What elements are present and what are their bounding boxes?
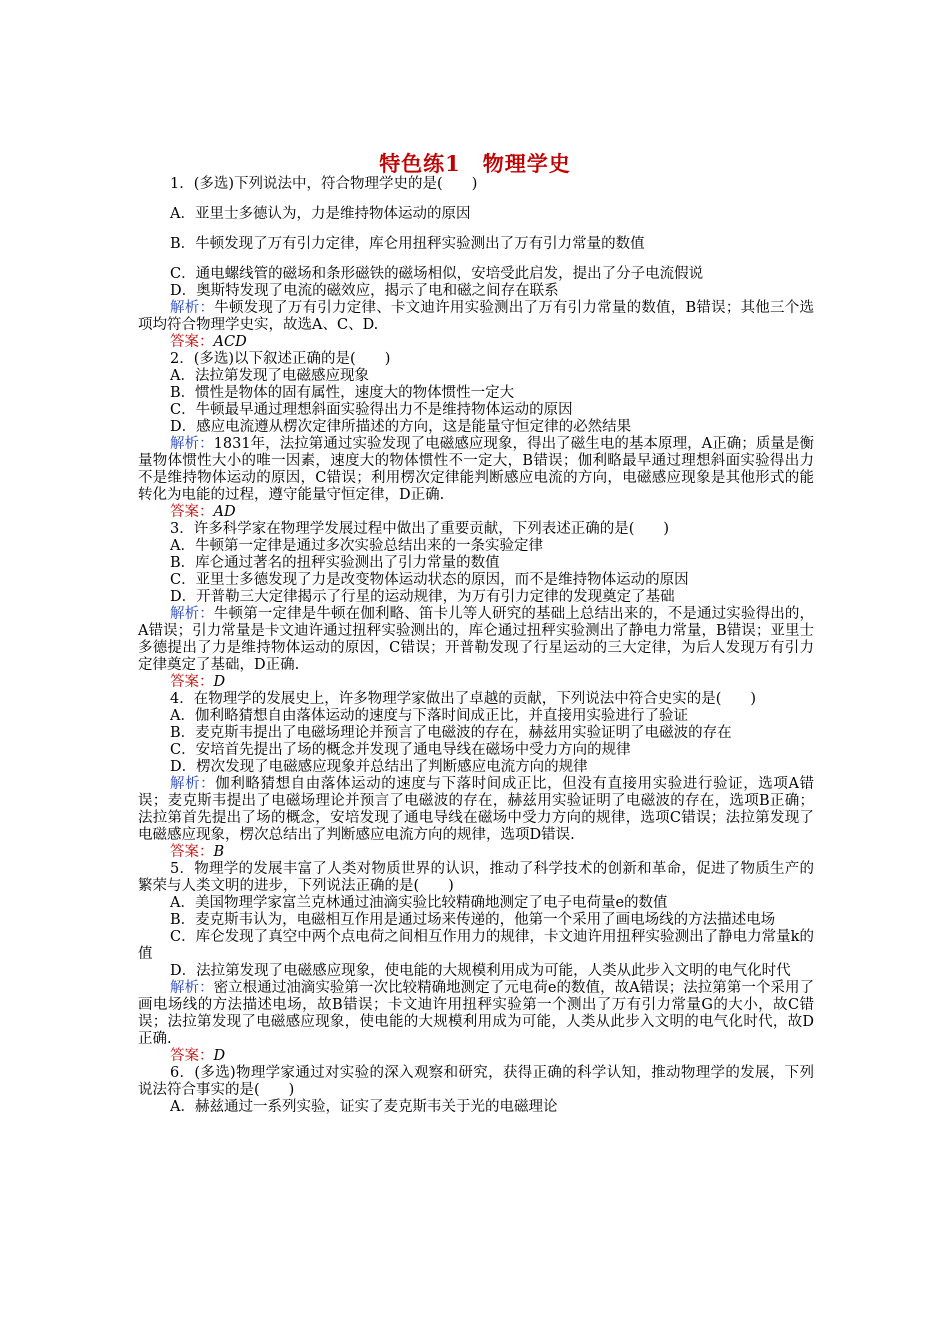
option-b: B．惯性是物体的固有属性，速度大的物体惯性一定大: [170, 385, 515, 401]
analysis: [138, 980, 814, 1048]
option-c: C．牛顿最早通过理想斜面实验得出力不是维持物体运动的原因: [170, 402, 573, 418]
analysis-text: 牛顿第一定律是牛顿在伽利略、笛卡儿等人研究的基础上总结出来的，不是通过实验得出的，A错误；引力常量是卡文迪许通过扭秤实验测出的，库仑通过扭秤实验测出了静电力常量，B错误；亚里士多德提出了力是维持物体运动的原因，C错误；开普勒发现了行星运动的三大定律，为后人发现万有引力定律奠定了基础，D正确.: [138, 606, 814, 673]
option-c: C．安培首先提出了场的概念并发现了通电导线在磁场中受力方向的规律: [170, 742, 631, 758]
answer: [138, 1048, 814, 1065]
answer-value: AD: [213, 504, 236, 520]
analysis-label: 解析：: [170, 980, 214, 996]
option-a: A．伽利略猜想自由落体运动的速度与下落时间成正比，并直接用实验进行了验证: [170, 708, 688, 724]
analysis-label: 解析：: [170, 436, 214, 452]
option-d: D．感应电流遵从楞次定律所描述的方向，这是能量守恒定律的必然结果: [170, 419, 632, 435]
answer-label: 答案：: [170, 504, 214, 520]
analysis-text: 密立根通过油滴实验第一次比较精确地测定了元电荷e的数值，故A错误；法拉第第一个采用了画电场线的方法描述电场，故B错误；卡文迪许用扭秤实验第一个测出了万有引力常量G的大小，故C错误；法拉第发现了电磁感应现象，使电能的大规模利用成为可能，人类从此步入文明的电气化时代，故D正确.: [138, 980, 814, 1047]
option-d: D．奥斯特发现了电流的磁效应，揭示了电和磁之间存在联系: [170, 283, 559, 299]
question-stem: 4．在物理学的发展史上，许多物理学家做出了卓越的贡献，下列说法中符合史实的是( ): [170, 691, 757, 707]
answer-label: 答案：: [170, 844, 214, 860]
answer: [138, 674, 814, 691]
question-stem: 5．物理学的发展丰富了人类对物质世界的认识，推动了科学技术的创新和革命，促进了物质生产的繁荣与人类文明的进步，下列说法正确的是( ): [138, 861, 814, 894]
analysis-text: 1831年，法拉第通过实验发现了电磁感应现象，得出了磁生电的基本原理，A正确；质量是衡量物体惯性大小的唯一因素，速度大的物体惯性不一定大，B错误；伽利略最早通过理想斜面实验得出力不是维持物体运动的原因，C错误；利用楞次定律能判断感应电流的方向，电磁感应现象是其他形式的能转化为电能的过程，遵守能量守恒定律，D正确.: [138, 436, 814, 503]
answer: [138, 844, 814, 861]
question-stem: 2．(多选)以下叙述正确的是( ): [170, 351, 391, 367]
analysis-text: 伽利略猜想自由落体运动的速度与下落时间成正比，但没有直接用实验进行验证，选项A错误；麦克斯韦提出了电磁场理论并预言了电磁波的存在，赫兹用实验证明了电磁波的存在，选项B正确；法拉第首先提出了场的概念，安培发现了通电导线在磁场中受力方向的规律，选项C错误；法拉第发现了电磁感应现象，楞次总结出了判断感应电流方向的规律，选项D错误.: [138, 776, 815, 843]
analysis: [138, 606, 814, 674]
question-list: [138, 176, 814, 1116]
analysis-label: 解析：: [170, 300, 215, 316]
answer-value: D: [213, 1048, 226, 1064]
option-d: D．楞次发现了电磁感应现象并总结出了判断感应电流方向的规律: [170, 759, 588, 775]
option-b: B．牛顿发现了万有引力定律，库仑用扭秤实验测出了万有引力常量的数值: [170, 236, 645, 252]
question-stem: 3．许多科学家在物理学发展过程中做出了重要贡献，下列表述正确的是( ): [170, 521, 670, 537]
option-a: A．法拉第发现了电磁感应现象: [170, 368, 369, 384]
answer: [138, 334, 814, 351]
analysis: [138, 436, 814, 504]
option-a: A．牛顿第一定律是通过多次实验总结出来的一条实验定律: [170, 538, 543, 554]
analysis-label: 解析：: [170, 606, 214, 622]
option-b: B．麦克斯韦认为，电磁相互作用是通过场来传递的，他第一个采用了画电场线的方法描述电场: [170, 912, 776, 928]
analysis-text: 牛顿发现了万有引力定律、卡文迪许用实验测出了万有引力常量的数值，B错误；其他三个选项均符合物理学史实，故选A、C、D.: [138, 300, 814, 333]
option-c: C．亚里士多德发现了力是改变物体运动状态的原因，而不是维持物体运动的原因: [170, 572, 689, 588]
option-d: D．开普勒三大定律揭示了行星的运动规律，为万有引力定律的发现奠定了基础: [170, 589, 675, 605]
option-b: B．麦克斯韦提出了电磁场理论并预言了电磁波的存在，赫兹用实验证明了电磁波的存在: [170, 725, 732, 741]
answer-label: 答案：: [170, 1048, 214, 1064]
option-a: A．亚里士多德认为，力是维持物体运动的原因: [170, 206, 471, 222]
answer-value: D: [213, 674, 226, 690]
page-title: 特色练1 物理学史: [379, 151, 571, 176]
option-d: D．法拉第发现了电磁感应现象，使电能的大规模利用成为可能，人类从此步入文明的电气化时代: [170, 963, 791, 979]
answer: [138, 504, 814, 521]
option-b: B．库仑通过著名的扭秤实验测出了引力常量的数值: [170, 555, 500, 571]
option-a: A．赫兹通过一系列实验，证实了麦克斯韦关于光的电磁理论: [170, 1099, 558, 1115]
analysis: [138, 300, 814, 334]
analysis-label: 解析：: [170, 776, 216, 792]
answer-label: 答案：: [170, 334, 214, 350]
question-stem: 1．(多选)下列说法中，符合物理学史的是( ): [170, 176, 478, 192]
answer-label: 答案：: [170, 674, 214, 690]
option-c: C．库仑发现了真空中两个点电荷之间相互作用力的规律，卡文迪许用扭秤实验测出了静电力常量k的值: [138, 929, 814, 962]
analysis: [138, 776, 814, 844]
answer-value: B: [213, 844, 225, 860]
answer-value: ACD: [213, 334, 247, 350]
option-c: C．通电螺线管的磁场和条形磁铁的磁场相似，安培受此启发，提出了分子电流假说: [170, 266, 704, 282]
question-stem: 6．(多选)物理学家通过对实验的深入观察和研究，获得正确的科学认知，推动物理学的发展，下列说法符合事实的是( ): [138, 1065, 814, 1098]
option-a: A．美国物理学家富兰克林通过油滴实验比较精确地测定了电子电荷量e的数值: [170, 895, 668, 911]
